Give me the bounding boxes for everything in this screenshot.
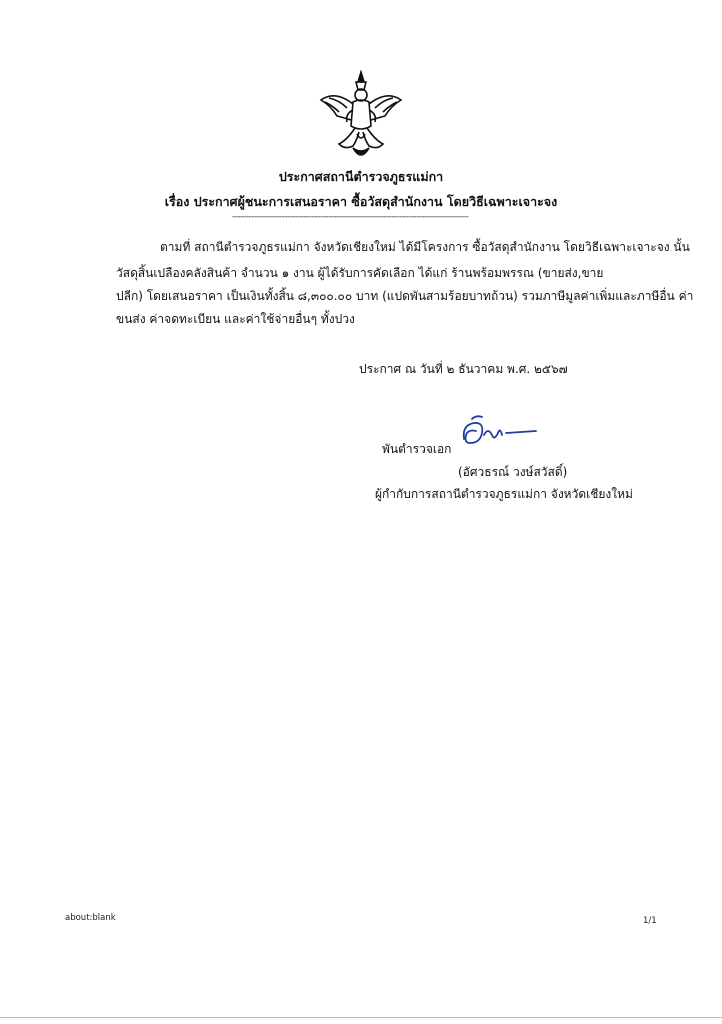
handwritten-signature-icon: [458, 413, 538, 451]
footer-page-number: 1/1: [643, 916, 657, 926]
signer-title: ผู้กำกับการสถานีตำรวจภูธรแม่กา จังหวัดเชียงใหม่: [375, 487, 633, 501]
body-line-4: ขนส่ง ค่าจดทะเบียน และค่าใช้จ่ายอื่นๆ ทั้งปวง: [116, 312, 355, 326]
signer-rank: พันตำรวจเอก: [382, 442, 452, 456]
announcement-title: ประกาศสถานีตำรวจภูธรแม่กา: [278, 169, 444, 184]
announcement-subject: เรื่อง ประกาศผู้ชนะการเสนอราคา ซื้อวัสดุสำนักงาน โดยวิธีเฉพาะเจาะจง: [164, 194, 558, 209]
body-line-1: ตามที่ สถานีตำรวจภูธรแม่กา จังหวัดเชียงใหม่ ได้มีโครงการ ซื้อวัสดุสำนักงาน โดยวิธีเฉพาะเจาะจง นั้น: [160, 240, 690, 254]
body-line-2: วัสดุสิ้นเปลืองคลังสินค้า จำนวน ๑ งาน ผู้ได้รับการคัดเลือก ได้แก่ ร้านพร้อมพรรณ (ขายส่ง,ขาย: [116, 266, 604, 280]
footer-url: about:blank: [65, 913, 116, 923]
signer-name: (อัศวธรณ์ วงษ์สวัสดิ์): [458, 465, 568, 479]
divider-line: --------------------------------------------------------------------------------------: [232, 212, 469, 222]
garuda-emblem-icon: [317, 70, 405, 162]
body-line-3: ปลีก) โดยเสนอราคา เป็นเงินทั้งสิ้น ๘,๓๐๐.๐๐ บาท (แปดพันสามร้อยบาทถ้วน) รวมภาษีมูลค่าเพิ่มและภาษีอื่น ค่า: [116, 289, 694, 303]
bottom-rule: [0, 1017, 722, 1018]
announcement-date: ประกาศ ณ วันที่ ๒ ธันวาคม พ.ศ. ๒๕๖๗: [359, 362, 568, 376]
